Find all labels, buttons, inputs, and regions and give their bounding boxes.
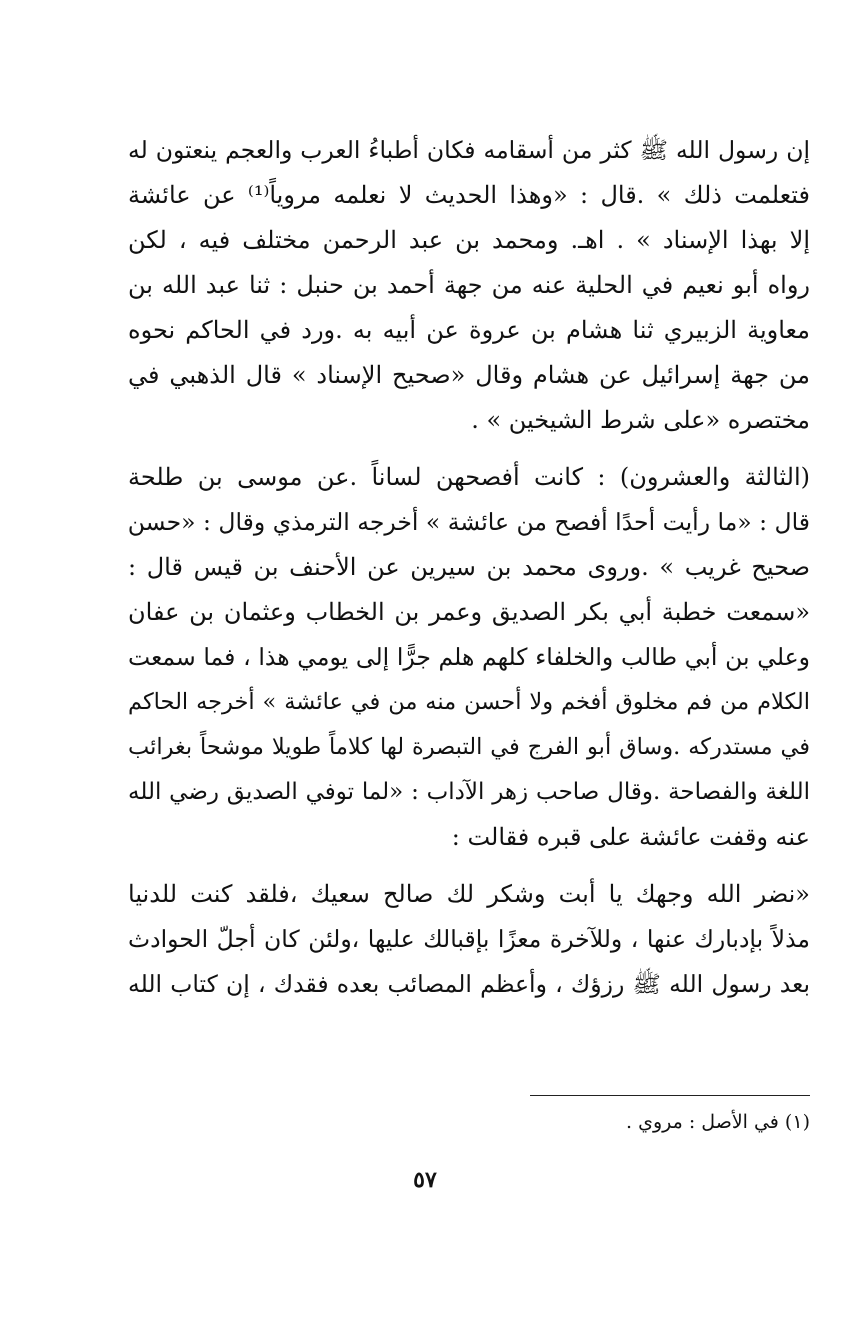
text-line: إن رسول الله ﷺ كثر من أسقامه فكان أطباءُ العرب والعجم ينعتون له bbox=[128, 136, 810, 164]
paragraph-2 bbox=[128, 455, 810, 860]
text-line: قال : «ما رأيت أحدًا أفصح من عائشة » أخرجه الترمذي وقال : «حسن bbox=[128, 508, 810, 536]
page-number: ٥٧ bbox=[413, 1167, 437, 1193]
text-line: في مستدركه .وساق أبو الفرج في التبصرة لها كلاماً طويلا موشحاً بغرائب bbox=[128, 734, 810, 760]
paragraph-1 bbox=[128, 128, 810, 443]
text-line: من جهة إسرائيل عن هشام وقال «صحيح الإسناد » قال الذهبي في bbox=[128, 361, 810, 389]
footnote: (١) في الأصل : مروي . bbox=[626, 1111, 810, 1133]
text-line: مختصره «على شرط الشيخين » . bbox=[471, 406, 810, 434]
text-line: (الثالثة والعشرون) : كانت أفصحهن لساناً .عن موسى بن طلحة bbox=[128, 463, 810, 491]
text-line: معاوية الزبيري ثنا هشام بن عروة عن أبيه به .ورد في الحاكم نحوه bbox=[128, 316, 810, 344]
text-line: اللغة والفصاحة .وقال صاحب زهر الآداب : «لما توفي الصديق رضي الله bbox=[128, 779, 810, 805]
paragraph-3 bbox=[128, 872, 810, 1007]
paragraph-gap bbox=[128, 443, 810, 455]
text-line: «سمعت خطبة أبي بكر الصديق وعمر بن الخطاب وعثمان بن عفان bbox=[128, 598, 810, 626]
text-line: إلا بهذا الإسناد » . اهـ. ومحمد بن عبد الرحمن مختلف فيه ، لكن bbox=[128, 226, 810, 254]
text-line: فتعلمت ذلك » .قال : «وهذا الحديث لا نعلمه مروياً⁽¹⁾ عن عائشة bbox=[128, 181, 810, 209]
text-line: وعلي بن أبي طالب والخلفاء كلهم هلم جرًّا إلى يومي هذا ، فما سمعت bbox=[128, 643, 810, 671]
paragraph-gap bbox=[128, 860, 810, 872]
text-line: رواه أبو نعيم في الحلية عنه من جهة أحمد بن حنبل : ثنا عبد الله بن bbox=[128, 271, 810, 299]
text-line: مذلاً بإدبارك عنها ، وللآخرة معزًا بإقبالك عليها ،ولئن كان أجلّ الحوادث bbox=[128, 925, 810, 953]
text-line: صحيح غريب » .وروى محمد بن سيرين عن الأحنف بن قيس قال : bbox=[128, 553, 810, 581]
footnote-separator bbox=[530, 1095, 810, 1096]
text-line: «نضر الله وجهك يا أبت وشكر لك صالح سعيك ،فلقد كنت للدنيا bbox=[128, 880, 810, 908]
main-text bbox=[128, 128, 810, 1007]
text-line: بعد رسول الله ﷺ رزؤك ، وأعظم المصائب بعده فقدك ، إن كتاب الله bbox=[128, 970, 810, 998]
text-line: عنه وقفت عائشة على قبره فقالت : bbox=[451, 823, 810, 851]
text-line: الكلام من فم مخلوق أفخم ولا أحسن منه من في عائشة » أخرجه الحاكم bbox=[128, 689, 810, 715]
